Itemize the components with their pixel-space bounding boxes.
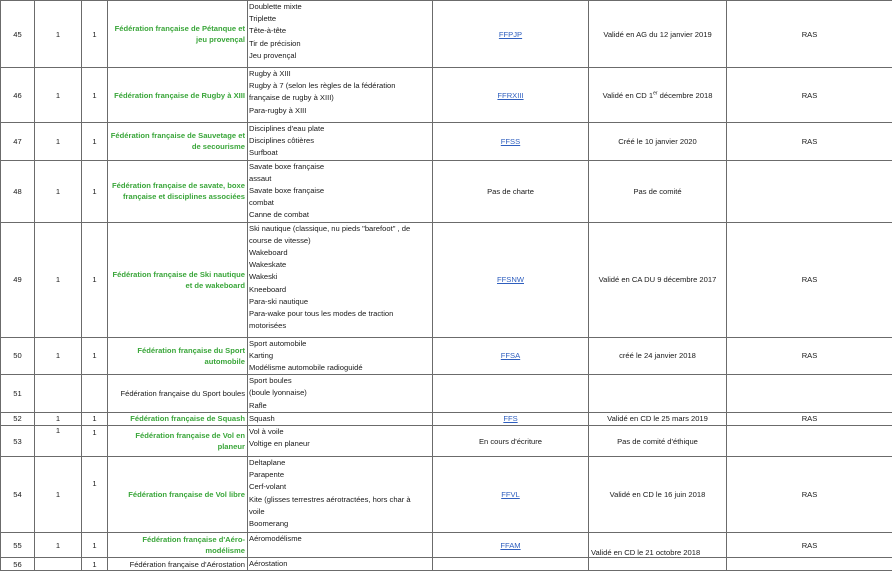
charte-link[interactable]: FFVL <box>501 490 520 499</box>
row-number: 48 <box>1 160 35 222</box>
disciplines-cell <box>248 123 433 161</box>
disciplines-cell <box>248 337 433 375</box>
row-number: 49 <box>1 222 35 337</box>
discipline-item: Sport boules <box>249 375 430 387</box>
charte-cell <box>433 222 589 337</box>
charte-link[interactable]: FFSS <box>501 137 520 146</box>
count-cell: 1 <box>35 123 82 161</box>
observation-cell: RAS <box>727 337 892 375</box>
charte-cell <box>433 337 589 375</box>
observation-cell <box>727 558 892 571</box>
observation-cell: RAS <box>727 123 892 161</box>
table-row <box>1 222 892 337</box>
discipline-item: combat <box>249 197 430 209</box>
comite-cell: Validé en CD le 16 juin 2018 <box>589 457 727 533</box>
discipline-item: Kneeboard <box>249 284 430 296</box>
discipline-item: Kite (glisses terrestres aérotractées, hors char à <box>249 494 430 506</box>
discipline-item: Surfboat <box>249 147 430 159</box>
observation-cell: RAS <box>727 1 892 68</box>
discipline-item: Sport automobile <box>249 338 430 350</box>
federation-name: Fédération française d'Aéro-modélisme <box>108 533 248 558</box>
discipline-item: Canne de combat <box>249 209 430 221</box>
count-cell: 1 <box>82 1 108 68</box>
discipline-item: Tête-à-tête <box>249 25 430 37</box>
count-cell: 1 <box>35 1 82 68</box>
table-row <box>1 68 892 123</box>
federation-name: Fédération française de Squash <box>108 412 248 425</box>
row-number: 55 <box>1 533 35 558</box>
discipline-item: Aéromodélisme <box>249 533 430 545</box>
table-row <box>1 123 892 161</box>
federation-name: Fédération française de Pétanque et jeu provençal <box>108 1 248 68</box>
charte-cell <box>433 558 589 571</box>
count-cell: 1 <box>35 160 82 222</box>
discipline-item: Para-rugby à XIII <box>249 105 430 117</box>
table-row <box>1 375 892 413</box>
discipline-item: motorisées <box>249 320 430 332</box>
disciplines-cell <box>248 558 433 571</box>
row-number: 46 <box>1 68 35 123</box>
charte-link[interactable]: FFPJP <box>499 30 522 39</box>
charte-cell <box>433 68 589 123</box>
table-row <box>1 533 892 558</box>
discipline-item: Wakeboard <box>249 247 430 259</box>
comite-cell: Validé en AG du 12 janvier 2019 <box>589 1 727 68</box>
federation-name: Fédération française d'Aérostation <box>108 558 248 571</box>
observation-cell: RAS <box>727 412 892 425</box>
charte-cell <box>433 533 589 558</box>
count-cell: 1 <box>35 533 82 558</box>
discipline-item: Boomerang <box>249 518 430 530</box>
discipline-item: Parapente <box>249 469 430 481</box>
count-cell: 1 <box>82 337 108 375</box>
federation-name: Fédération française de Ski nautique et de wakeboard <box>108 222 248 337</box>
discipline-item: Karting <box>249 350 430 362</box>
table-row <box>1 426 892 457</box>
row-number: 53 <box>1 426 35 457</box>
charte-cell: En cours d'écriture <box>433 426 589 457</box>
charte-cell <box>433 457 589 533</box>
discipline-item: Deltaplane <box>249 457 430 469</box>
disciplines-cell <box>248 222 433 337</box>
row-number: 50 <box>1 337 35 375</box>
row-number: 51 <box>1 375 35 413</box>
observation-cell: RAS <box>727 68 892 123</box>
observation-cell <box>727 426 892 457</box>
row-number: 52 <box>1 412 35 425</box>
row-number: 54 <box>1 457 35 533</box>
comite-cell <box>589 558 727 571</box>
discipline-item: Doublette mixte <box>249 1 430 13</box>
discipline-item: Tir de précision <box>249 38 430 50</box>
table-row <box>1 160 892 222</box>
discipline-item: (boule lyonnaise) <box>249 387 430 399</box>
discipline-item: française de rugby à XIII) <box>249 92 430 104</box>
discipline-item: Ski nautique (classique, nu pieds "barefoot" , de <box>249 223 430 235</box>
charte-cell <box>433 1 589 68</box>
disciplines-cell <box>248 412 433 425</box>
comite-cell: Pas de comité <box>589 160 727 222</box>
count-cell: 1 <box>82 533 108 558</box>
discipline-item: Rugby à 7 (selon les règles de la fédération <box>249 80 430 92</box>
discipline-item: Cerf-volant <box>249 481 430 493</box>
count-cell: 1 <box>35 426 82 457</box>
observation-cell: RAS <box>727 533 892 558</box>
federation-name: Fédération française de Rugby à XIII <box>108 68 248 123</box>
discipline-item: voile <box>249 506 430 518</box>
discipline-item: Vol à voile <box>249 426 430 438</box>
count-cell: 1 <box>82 558 108 571</box>
disciplines-cell <box>248 457 433 533</box>
observation-cell: RAS <box>727 457 892 533</box>
table-row <box>1 412 892 425</box>
discipline-item: Savate boxe française <box>249 161 430 173</box>
charte-cell: Pas de charte <box>433 160 589 222</box>
disciplines-cell <box>248 1 433 68</box>
disciplines-cell <box>248 160 433 222</box>
discipline-item: Para-wake pour tous les modes de traction <box>249 308 430 320</box>
federation-name: Fédération française de Vol en planeur <box>108 426 248 457</box>
comite-cell: Validé en CD le 21 octobre 2018 <box>589 533 727 558</box>
count-cell <box>35 375 82 413</box>
discipline-item: assaut <box>249 173 430 185</box>
disciplines-cell <box>248 375 433 413</box>
comite-cell <box>589 375 727 413</box>
comite-cell: Validé en CD le 25 mars 2019 <box>589 412 727 425</box>
federation-name: Fédération française de Vol libre <box>108 457 248 533</box>
count-cell: 1 <box>35 68 82 123</box>
observation-cell <box>727 375 892 413</box>
count-cell: 1 <box>82 412 108 425</box>
federation-name: Fédération française de Sauvetage et de secourisme <box>108 123 248 161</box>
discipline-item: Disciplines d'eau plate <box>249 123 430 135</box>
federation-name: Fédération française du Sport boules <box>108 375 248 413</box>
discipline-item: Wakeski <box>249 271 430 283</box>
count-cell: 1 <box>82 426 108 457</box>
table-row <box>1 337 892 375</box>
comite-cell: Pas de comité d'éthique <box>589 426 727 457</box>
count-cell: 1 <box>35 222 82 337</box>
count-cell <box>35 558 82 571</box>
charte-cell <box>433 123 589 161</box>
disciplines-cell <box>248 533 433 558</box>
disciplines-cell <box>248 426 433 457</box>
discipline-item: Disciplines côtières <box>249 135 430 147</box>
charte-link[interactable]: FFRXIII <box>497 91 523 100</box>
table-row <box>1 457 892 533</box>
discipline-item: Modélisme automobile radioguidé <box>249 362 430 374</box>
charte-link[interactable]: FFAM <box>500 541 520 550</box>
row-number: 56 <box>1 558 35 571</box>
row-number: 45 <box>1 1 35 68</box>
discipline-item: Para-ski nautique <box>249 296 430 308</box>
discipline-item: Jeu provençal <box>249 50 430 62</box>
discipline-item: Rugby à XIII <box>249 68 430 80</box>
comite-cell: Créé le 10 janvier 2020 <box>589 123 727 161</box>
charte-link[interactable]: FFSA <box>501 351 520 360</box>
discipline-item: Wakeskate <box>249 259 430 271</box>
disciplines-cell <box>248 68 433 123</box>
federation-name: Fédération française de savate, boxe française et disciplines associées <box>108 160 248 222</box>
comite-cell: Validé en CA DU 9 décembre 2017 <box>589 222 727 337</box>
discipline-item: Aérostation <box>249 558 430 570</box>
comite-cell: créé le 24 janvier 2018 <box>589 337 727 375</box>
comite-cell: Validé en CD 1er décembre 2018 <box>589 68 727 123</box>
count-cell: 1 <box>35 457 82 533</box>
row-number: 47 <box>1 123 35 161</box>
observation-cell <box>727 160 892 222</box>
charte-cell <box>433 375 589 413</box>
count-cell: 1 <box>35 412 82 425</box>
charte-link[interactable]: FFS <box>503 414 517 423</box>
discipline-item: Voltige en planeur <box>249 438 430 450</box>
discipline-item: course de vitesse) <box>249 235 430 247</box>
discipline-item: Triplette <box>249 13 430 25</box>
discipline-item: Rafle <box>249 400 430 412</box>
table-row <box>1 558 892 571</box>
count-cell: 1 <box>82 457 108 533</box>
observation-cell: RAS <box>727 222 892 337</box>
federation-name: Fédération française du Sport automobile <box>108 337 248 375</box>
table-row <box>1 1 892 68</box>
count-cell: 1 <box>82 123 108 161</box>
charte-link[interactable]: FFSNW <box>497 275 524 284</box>
count-cell: 1 <box>82 160 108 222</box>
discipline-item: Savate boxe française <box>249 185 430 197</box>
discipline-item: Squash <box>249 413 430 425</box>
charte-cell <box>433 412 589 425</box>
count-cell: 1 <box>82 68 108 123</box>
count-cell: 1 <box>35 337 82 375</box>
count-cell: 1 <box>82 222 108 337</box>
count-cell <box>82 375 108 413</box>
